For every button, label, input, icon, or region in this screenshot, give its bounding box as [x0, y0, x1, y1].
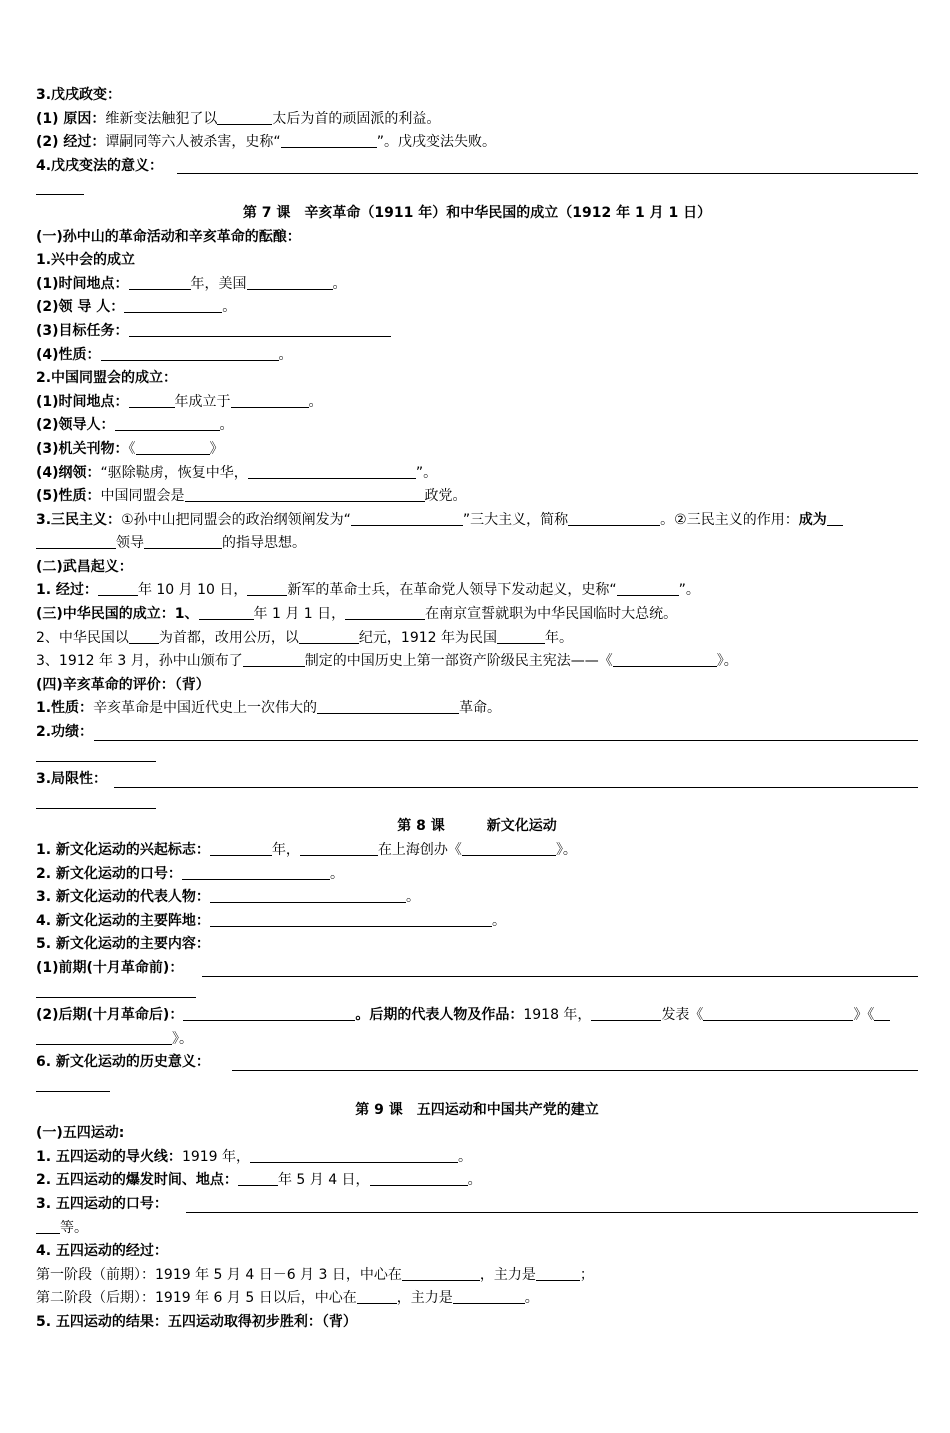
text: 。 — [405, 889, 420, 906]
text: 。 — [458, 1148, 473, 1165]
text: “驱除鞑虏，恢复中华， — [100, 464, 248, 481]
line-significance — [36, 155, 918, 179]
text: 等。 — [60, 1219, 88, 1236]
label: 3. 新文化运动的代表人物： — [36, 889, 210, 906]
text: ①孙中山把同盟会的政治纲领阐发为“ — [121, 511, 351, 528]
blank[interactable] — [36, 1076, 110, 1092]
text: 1919 年， — [181, 1148, 251, 1165]
label: (2)领 导 人： — [36, 299, 125, 316]
text: 年成立于 — [174, 393, 231, 410]
text: 。 — [329, 865, 344, 882]
text: 领导 — [116, 535, 144, 552]
line-n7 — [36, 1004, 918, 1028]
blank[interactable] — [36, 1218, 60, 1234]
line-b2 — [36, 414, 918, 438]
blank[interactable] — [210, 887, 406, 903]
text: ，主力是 — [479, 1266, 536, 1283]
label: 4. 新文化运动的主要阵地： — [36, 912, 210, 929]
section-heading: 2.中国同盟会的成立： — [36, 370, 178, 387]
lesson9-title: 第 9 课 五四运动和中国共产党的建立 — [355, 1101, 599, 1118]
section-heading: (一)孙中山的革命活动和辛亥革命的酝酿： — [36, 228, 301, 245]
lesson7-title: 第 7 课 辛亥革命（1911 年）和中华民国的成立（1912 年 1 月 1 日） — [242, 204, 712, 221]
blank[interactable] — [247, 580, 287, 596]
label: 6. 新文化运动的历史意义： — [36, 1054, 210, 1071]
line-r2 — [36, 627, 918, 651]
blank[interactable] — [124, 297, 222, 313]
blank[interactable] — [232, 1070, 918, 1071]
blank[interactable] — [129, 392, 175, 408]
blank[interactable] — [617, 580, 679, 596]
blank[interactable] — [345, 604, 425, 620]
line-n1 — [36, 839, 918, 863]
text: 3、1912 年 3 月，孙中山颁布了 — [36, 653, 243, 670]
worksheet-page — [36, 84, 918, 1334]
line-a1 — [36, 273, 918, 297]
text: 在上海创办《 — [377, 842, 462, 858]
line-b5 — [36, 485, 918, 509]
line-three-principles-cont — [36, 532, 918, 556]
blank[interactable] — [351, 510, 463, 526]
text: 年 1 月 1 日， — [253, 606, 346, 623]
label: 1、 — [174, 606, 199, 623]
text: 第一阶段（前期）：1919 年 5 月 4 日－6 月 3 日，中心在 — [36, 1266, 402, 1283]
blank[interactable] — [299, 628, 359, 644]
blank[interactable] — [497, 628, 545, 644]
blank[interactable] — [247, 274, 333, 290]
blank[interactable] — [129, 628, 159, 644]
text: 。②三民主义的作用： — [660, 511, 799, 528]
blank[interactable] — [217, 109, 272, 125]
text: 。 — [308, 393, 323, 410]
line-m5: 5. 五四运动的结果：五四运动取得初步胜利：（背） — [36, 1313, 357, 1330]
text: ； — [579, 1266, 594, 1283]
label: 1. 五四运动的导火线： — [36, 1148, 182, 1165]
blank[interactable] — [36, 793, 156, 809]
line-b1 — [36, 391, 918, 415]
blank[interactable] — [183, 1005, 355, 1021]
line-r1 — [36, 603, 918, 627]
blank[interactable] — [703, 1005, 853, 1021]
line-reason — [36, 108, 918, 132]
label: (2)领导人： — [36, 417, 115, 434]
blank[interactable] — [613, 651, 717, 667]
blank[interactable] — [101, 345, 279, 361]
text: 革命。 — [459, 700, 502, 717]
blank[interactable] — [36, 1029, 172, 1045]
label: (1)前期(十月革命前)： — [36, 959, 184, 976]
blank[interactable] — [185, 486, 425, 502]
blank[interactable] — [317, 698, 459, 714]
line-b4 — [36, 462, 918, 486]
blank[interactable] — [182, 864, 330, 880]
blank[interactable] — [36, 533, 116, 549]
blank[interactable] — [136, 439, 210, 455]
label: 成为 — [798, 511, 827, 528]
blank[interactable] — [402, 1265, 480, 1281]
blank[interactable] — [94, 740, 918, 741]
blank[interactable] — [238, 1170, 278, 1186]
line-w1 — [36, 579, 918, 603]
blank[interactable] — [210, 840, 272, 856]
text: 。 — [222, 299, 237, 316]
label: (3)机关刊物： — [36, 440, 129, 457]
text: 。 — [524, 1290, 539, 1307]
blank[interactable] — [300, 840, 378, 856]
blank[interactable] — [129, 274, 191, 290]
line-e2 — [36, 721, 918, 745]
text: 《 — [128, 440, 136, 457]
text: 政党。 — [424, 488, 467, 505]
blank[interactable] — [281, 132, 377, 148]
blank[interactable] — [115, 415, 220, 431]
label: (2) 经过： — [36, 134, 106, 151]
line-m3 — [36, 1193, 918, 1217]
line-n6 — [36, 957, 918, 981]
blank[interactable] — [98, 580, 138, 596]
line-a3 — [36, 320, 918, 344]
blank[interactable] — [248, 463, 416, 479]
label: 2. 新文化运动的口号： — [36, 865, 182, 882]
label: 2. 五四运动的爆发时间、地点： — [36, 1172, 238, 1189]
text: 年 5 月 4 日， — [277, 1172, 370, 1189]
line-p2 — [36, 1287, 918, 1311]
text: ”。 — [678, 582, 700, 599]
text: 》。 — [172, 1030, 193, 1047]
blank[interactable] — [874, 1005, 890, 1021]
blank[interactable] — [210, 911, 492, 927]
text: ，主力是 — [396, 1290, 453, 1307]
text: ”。 — [415, 464, 438, 481]
text: 发表《 — [661, 1007, 704, 1024]
text: 》 — [209, 440, 224, 457]
line-n2 — [36, 863, 918, 887]
text: ”。戊戌变法失败。 — [376, 134, 496, 151]
text: 。 — [332, 275, 347, 292]
line-m4: 4. 五四运动的经过： — [36, 1243, 168, 1260]
line-blank-cont — [36, 1075, 918, 1099]
label: 2.功绩： — [36, 724, 94, 741]
section-heading: 1.兴中会的成立 — [36, 252, 136, 269]
text: 谭嗣同等六人被杀害，史称“ — [105, 134, 281, 151]
line-three-principles — [36, 509, 918, 533]
text: ”三大主义，简称 — [462, 511, 569, 528]
line-n5: 5. 新文化运动的主要内容： — [36, 936, 210, 953]
text: 辛亥革命是中国近代史上一次伟大的 — [93, 700, 318, 717]
line-e3 — [36, 768, 918, 792]
line-blank-cont — [36, 981, 918, 1005]
text: 太后为首的顽固派的利益。 — [272, 110, 441, 127]
blank[interactable] — [462, 840, 556, 856]
text: 年， — [271, 842, 300, 858]
text: 》《 — [853, 1007, 875, 1024]
text: 维新变法触犯了以 — [105, 110, 218, 127]
text: 纪元，1912 年为民国 — [358, 629, 498, 646]
line-r3 — [36, 650, 918, 674]
blank[interactable] — [453, 1288, 525, 1304]
text: 。 — [278, 346, 293, 363]
label: 。后期的代表人物及作品： — [355, 1007, 524, 1024]
line-m3-cont — [36, 1217, 918, 1241]
section-heading: (四)辛亥革命的评价：（背） — [36, 676, 210, 693]
text: 在南京宣誓就职为中华民国临时大总统。 — [425, 606, 678, 623]
line-n4 — [36, 910, 918, 934]
line-n3 — [36, 886, 918, 910]
blank[interactable] — [36, 179, 84, 195]
blank[interactable] — [177, 173, 918, 174]
blank[interactable] — [827, 510, 843, 526]
text: 为首都，改用公历，以 — [158, 629, 299, 646]
label: 1. 新文化运动的兴起标志： — [36, 842, 210, 858]
text: 新军的革命士兵，在革命党人领导下发动起义，史称“ — [287, 582, 617, 599]
text: 制定的中国历史上第一部资产阶级民主宪法——《 — [304, 653, 613, 670]
label: (3)目标任务： — [36, 322, 129, 339]
blank[interactable] — [199, 604, 254, 620]
lesson8-title: 第 8 课 新文化运动 — [397, 818, 557, 835]
heading-text: 3.戊戌政变： — [36, 87, 122, 103]
line-a2 — [36, 296, 918, 320]
label: (1)时间地点： — [36, 275, 129, 292]
blank[interactable] — [370, 1170, 468, 1186]
text: 的指导思想。 — [222, 535, 306, 552]
line-p1 — [36, 1264, 918, 1288]
text: 年，美国 — [190, 275, 247, 292]
label: 1. 经过： — [36, 582, 98, 599]
line-blank-cont — [36, 178, 918, 202]
label: 4.戊戌变法的意义： — [36, 157, 164, 174]
line-n9 — [36, 1051, 918, 1075]
label: (1) 原因： — [36, 110, 106, 127]
label: (三)中华民国的成立： — [36, 606, 175, 623]
label: (4)性质： — [36, 346, 101, 363]
text: 中国同盟会是 — [100, 488, 185, 505]
text: 2、中华民国以 — [36, 629, 129, 646]
label: (5)性质： — [36, 488, 101, 505]
text: 。 — [467, 1172, 482, 1189]
blank[interactable] — [250, 1147, 458, 1163]
line-blank-cont — [36, 792, 918, 816]
text: 》。 — [555, 842, 577, 858]
line-blank-cont — [36, 745, 918, 769]
line-m1 — [36, 1146, 918, 1170]
line-n8 — [36, 1028, 918, 1052]
label: (4)纲领： — [36, 464, 101, 481]
blank[interactable] — [231, 392, 309, 408]
line-e1 — [36, 697, 918, 721]
blank[interactable] — [568, 510, 660, 526]
line-b3 — [36, 438, 918, 462]
blank[interactable] — [36, 746, 156, 762]
blank[interactable] — [536, 1265, 580, 1281]
label: (1)时间地点： — [36, 393, 129, 410]
blank[interactable] — [591, 1005, 661, 1021]
text: 。 — [491, 912, 506, 929]
blank[interactable] — [144, 533, 222, 549]
heading-wuxu-coup — [36, 84, 918, 108]
label: 3. 五四运动的口号： — [36, 1195, 168, 1212]
blank[interactable] — [202, 976, 918, 977]
blank[interactable] — [129, 321, 391, 337]
blank[interactable] — [357, 1288, 397, 1304]
line-m2 — [36, 1169, 918, 1193]
blank[interactable] — [114, 787, 918, 788]
line-a4 — [36, 344, 918, 368]
text: 年 10 月 10 日， — [137, 582, 248, 599]
text: 1918 年， — [523, 1007, 592, 1024]
text: 》。 — [716, 653, 738, 670]
text: 第二阶段（后期）：1919 年 6 月 5 日以后，中心在 — [36, 1290, 357, 1307]
section-heading: (二)武昌起义： — [36, 558, 133, 575]
blank[interactable] — [186, 1212, 918, 1213]
text: 年。 — [545, 629, 574, 646]
label: 3.三民主义： — [36, 511, 122, 528]
label: 3.局限性： — [36, 771, 108, 788]
text: 。 — [219, 417, 234, 434]
blank[interactable] — [36, 982, 196, 998]
label: (2)后期(十月革命后)： — [36, 1007, 184, 1024]
line-process — [36, 131, 918, 155]
blank[interactable] — [243, 651, 305, 667]
label: 1.性质： — [36, 700, 94, 717]
section-heading: (一)五四运动: — [36, 1125, 125, 1142]
